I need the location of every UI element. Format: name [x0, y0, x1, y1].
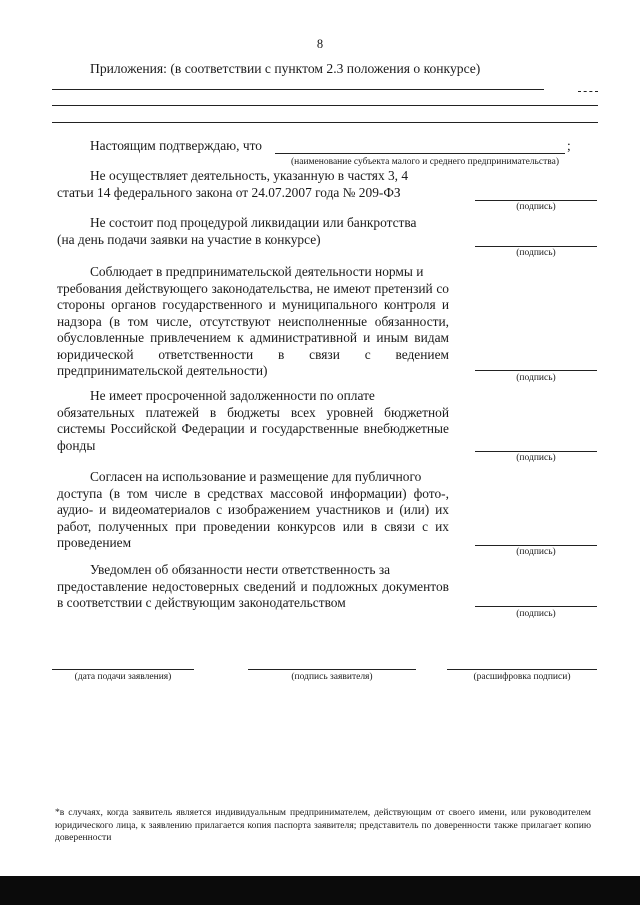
confirm-lead: Настоящим подтверждаю, что — [90, 138, 262, 153]
statement-6-rest: предоставление недостоверных сведений и подложных документов в соответствии с действующим законодательством — [57, 578, 449, 610]
signature-line-2 — [475, 246, 597, 247]
date-caption: (дата подачи заявления) — [74, 672, 172, 682]
signature-caption-5: (подпись) — [516, 547, 556, 557]
signature-caption-2: (подпись) — [516, 248, 556, 258]
appendix-blank-line-2 — [52, 105, 598, 106]
smb-name-caption: (наименование субъекта малого и среднего предпринимательства) — [290, 157, 559, 167]
signature-line-4 — [475, 451, 597, 452]
page-number: 8 — [316, 37, 324, 51]
statement-5 — [57, 469, 449, 552]
appendix-blank-line-1-tail — [578, 91, 598, 92]
statement-4-first: Не имеет просроченной задолженности по оплате — [90, 388, 375, 403]
statement-5-rest: доступа (в том числе в средствах массовой информации) фото-, аудио- и видеоматериалов с изображением участников и (или) их работ, полученных при проведении конкурсов или в связи с их проведением — [57, 485, 449, 550]
statement-3-rest: требования действующего законодательства, не имеют претензий со стороны органов государственного и муниципального контроля и надзора (в том числе, отсутствуют неисполненные обязанности, обусловленные привлечением к административной и иным видам юридической ответственности в связи с ведением предпринимательской деятельности) — [57, 280, 449, 378]
appendix-line: Приложения: (в соответствии с пунктом 2.3 положения о конкурсе) — [90, 61, 481, 76]
statement-4-rest: обязательных платежей в бюджеты всех уровней бюджетной системы Российской Федерации и государственные внебюджетные фонды — [57, 404, 449, 453]
footnote: *в случаях, когда заявитель является индивидуальным предпринимателем, действующим от своего имени, или руководителем юридического лица, к заявлению прилагается копия паспорта заявителя; представитель по доверенности также прилагает копию доверенности — [55, 807, 591, 844]
signature-line-3 — [475, 370, 597, 371]
applicant-signature-line — [248, 669, 416, 670]
statement-3-first: Соблюдает в предпринимательской деятельности нормы и — [90, 264, 424, 279]
signature-decode-caption: (расшифровка подписи) — [473, 672, 571, 682]
statement-2-first: Не состоит под процедурой ликвидации или банкротства — [90, 215, 417, 230]
date-line — [52, 669, 194, 670]
signature-caption-4: (подпись) — [516, 453, 556, 463]
statement-5-first: Согласен на использование и размещение для публичного — [90, 469, 422, 484]
signature-caption-6: (подпись) — [516, 609, 556, 619]
signature-caption-1: (подпись) — [516, 202, 556, 212]
statement-1 — [57, 168, 449, 201]
signature-line-5 — [475, 545, 597, 546]
applicant-signature-caption: (подпись заявителя) — [291, 672, 373, 682]
statement-4 — [57, 388, 449, 454]
scan-edge-bar — [0, 876, 640, 905]
signature-caption-3: (подпись) — [516, 373, 556, 383]
confirm-colon: ; — [567, 138, 571, 153]
appendix-blank-line-3 — [52, 122, 598, 123]
signature-line-1 — [475, 200, 597, 201]
signature-line-6 — [475, 606, 597, 607]
statement-2-rest: (на день подачи заявки на участие в конкурсе) — [57, 231, 321, 247]
statement-6-first: Уведомлен об обязанности нести ответственность за — [90, 562, 391, 577]
statement-3 — [57, 264, 449, 380]
statement-1-rest: статьи 14 федерального закона от 24.07.2007 года № 209-ФЗ — [57, 184, 401, 200]
statement-6 — [57, 562, 449, 612]
smb-name-line — [275, 153, 565, 154]
statement-1-first: Не осуществляет деятельность, указанную в частях 3, 4 — [90, 168, 409, 183]
signature-decode-line — [447, 669, 597, 670]
appendix-blank-line-1 — [52, 89, 544, 90]
statement-2 — [57, 215, 449, 248]
